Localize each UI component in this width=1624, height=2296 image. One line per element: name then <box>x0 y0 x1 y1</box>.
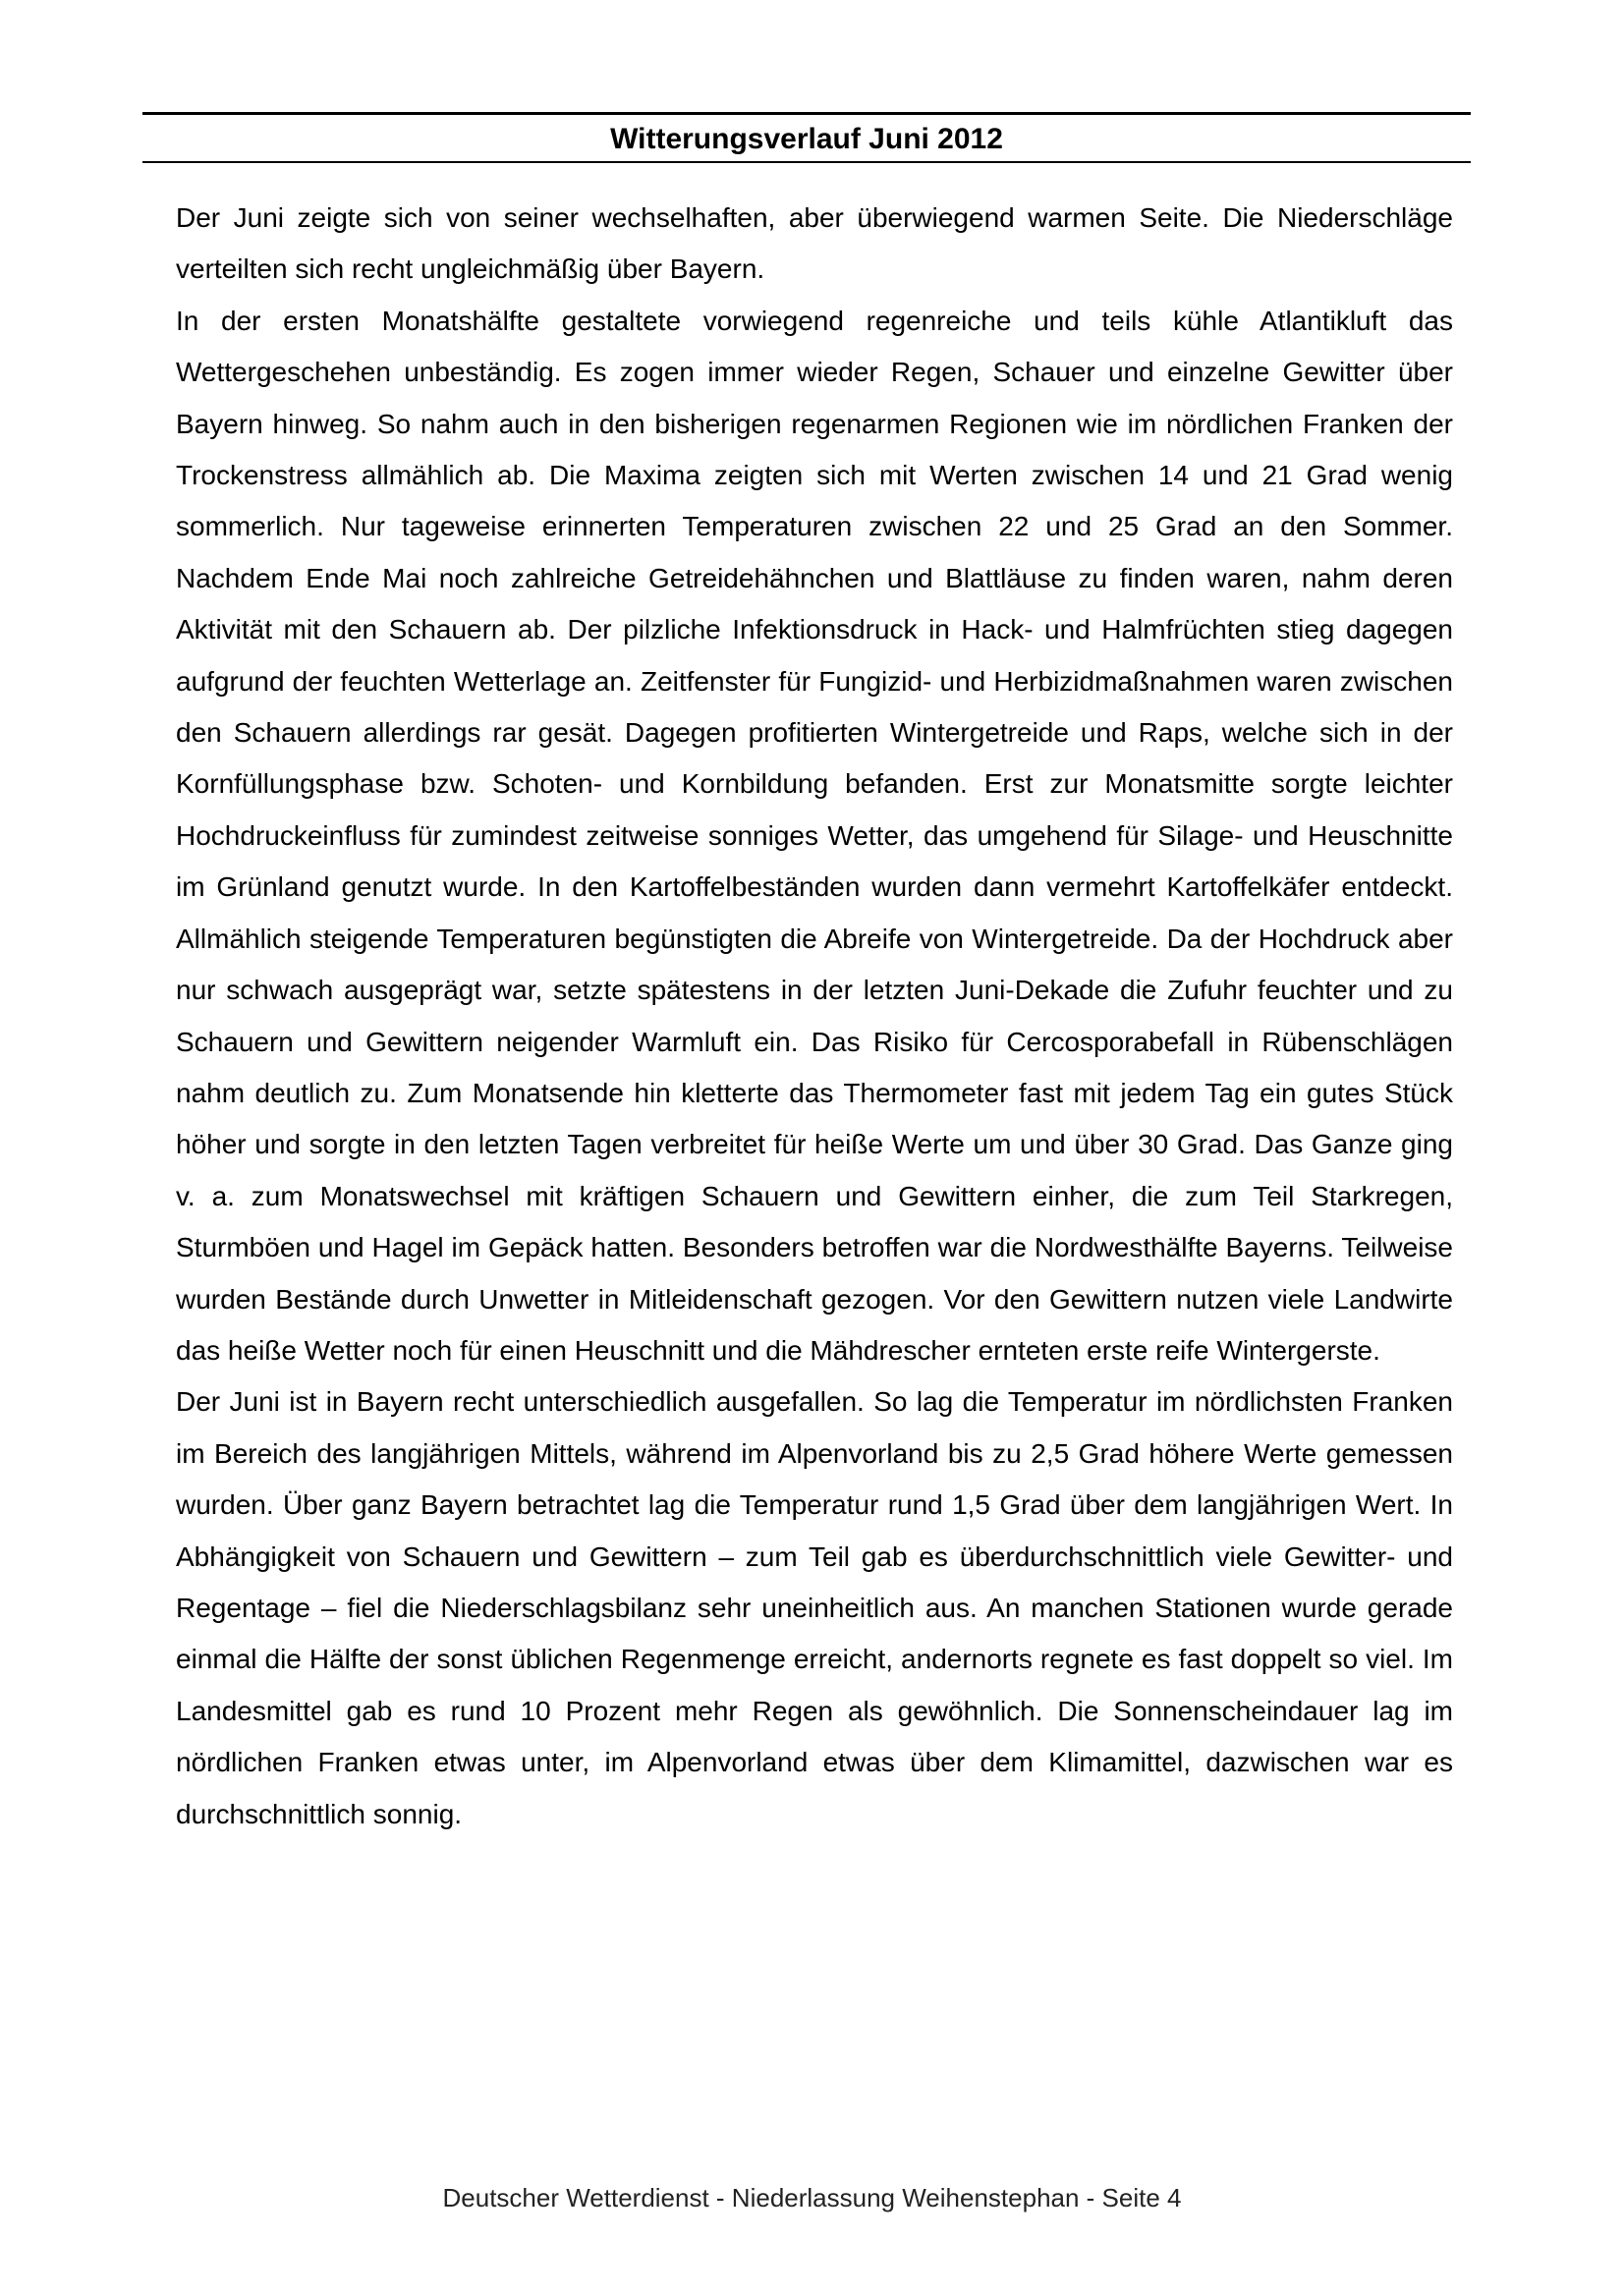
paragraph-intro: Der Juni zeigte sich von seiner wechselhaften, aber überwiegend warmen Seite. Die Niederschläge verteilten sich recht ungleichmäßig über Bayern. <box>176 202 1453 285</box>
paragraph-weather-course: In der ersten Monatshälfte gestaltete vorwiegend regenreiche und teils kühle Atlantikluft das Wettergeschehen unbeständig. Es zogen immer wieder Regen, Schauer und einzelne Gewitter über Bayern hinweg. So nahm auch in den bisherigen regenarmen Regionen wie im nördlichen Franken der Trockenstress allmählich ab. Die Maxima zeigten sich mit Werten zwischen 14 und 21 Grad wenig sommerlich. Nur tageweise erinnerten Temperaturen zwischen 22 und 25 Grad an den Sommer. Nachdem Ende Mai noch zahlreiche Getreidehähnchen und Blattläuse zu finden waren, nahm deren Aktivität mit den Schauern ab. Der pilzliche Infektionsdruck in Hack- und Halmfrüchten stieg dagegen aufgrund der feuchten Wetterlage an. Zeitfenster für Fungizid- und Herbizidmaßnahmen waren zwischen den Schauern allerdings rar gesät. Dagegen profitierten Wintergetreide und Raps, welche sich in der Kornfüllungsphase bzw. Schoten- und Kornbildung befanden. Erst zur Monatsmitte sorgte leichter Hochdruckeinfluss für zumindest zeitweise sonniges Wetter, das umgehend für Silage- und Heuschnitte im Grünland genutzt wurde. In den Kartoffelbeständen wurden dann vermehrt Kartoffelkäfer entdeckt. Allmählich steigende Temperaturen begünstigten die Abreife von Wintergetreide. Da der Hochdruck aber nur schwach ausgeprägt war, setzte spätestens in der letzten Juni-Dekade die Zufuhr feuchter und zu Schauern und Gewittern neigender Warmluft ein. Das Risiko für Cercosporabefall in Rübenschlägen nahm deutlich zu. Zum Monatsende hin kletterte das Thermometer fast mit jedem Tag ein gutes Stück höher und sorgte in den letzten Tagen verbreitet für heiße Werte um und über 30 Grad. Das Ganze ging v. a. zum Monatswechsel mit kräftigen Schauern und Gewittern einher, die zum Teil Starkregen, Sturmböen und Hagel im Gepäck hatten. Besonders betroffen war die Nordwesthälfte Bayerns. Teilweise wurden Bestände durch Unwetter in Mitleidenschaft gezogen. Vor den Gewittern nutzen viele Landwirte das heiße Wetter noch für einen Heuschnitt und die Mähdrescher ernteten erste reife Wintergerste. <box>176 305 1453 1366</box>
page-footer: Deutscher Wetterdienst - Niederlassung Weihenstephan - Seite 4 <box>442 2183 1182 2212</box>
title-bar <box>142 112 1471 163</box>
page-title: Witterungsverlauf Juni 2012 <box>610 122 1003 155</box>
body-text <box>176 193 1453 1840</box>
paragraph-summary: Der Juni ist in Bayern recht unterschiedlich ausgefallen. So lag die Temperatur im nördlichsten Franken im Bereich des langjährigen Mittels, während im Alpenvorland bis zu 2,5 Grad höhere Werte gemessen wurden. Über ganz Bayern betrachtet lag die Temperatur rund 1,5 Grad über dem langjährigen Wert. In Abhängigkeit von Schauern und Gewittern – zum Teil gab es überdurchschnittlich viele Gewitter- und Regentage – fiel die Niederschlagsbilanz sehr uneinheitlich aus. An manchen Stationen wurde gerade einmal die Hälfte der sonst üblichen Regenmenge erreicht, andernorts regnete es fast doppelt so viel. Im Landesmittel gab es rund 10 Prozent mehr Regen als gewöhnlich. Die Sonnenscheindauer lag im nördlichen Franken etwas unter, im Alpenvorland etwas über dem Klimamittel, dazwischen war es durchschnittlich sonnig. <box>176 1386 1453 1829</box>
